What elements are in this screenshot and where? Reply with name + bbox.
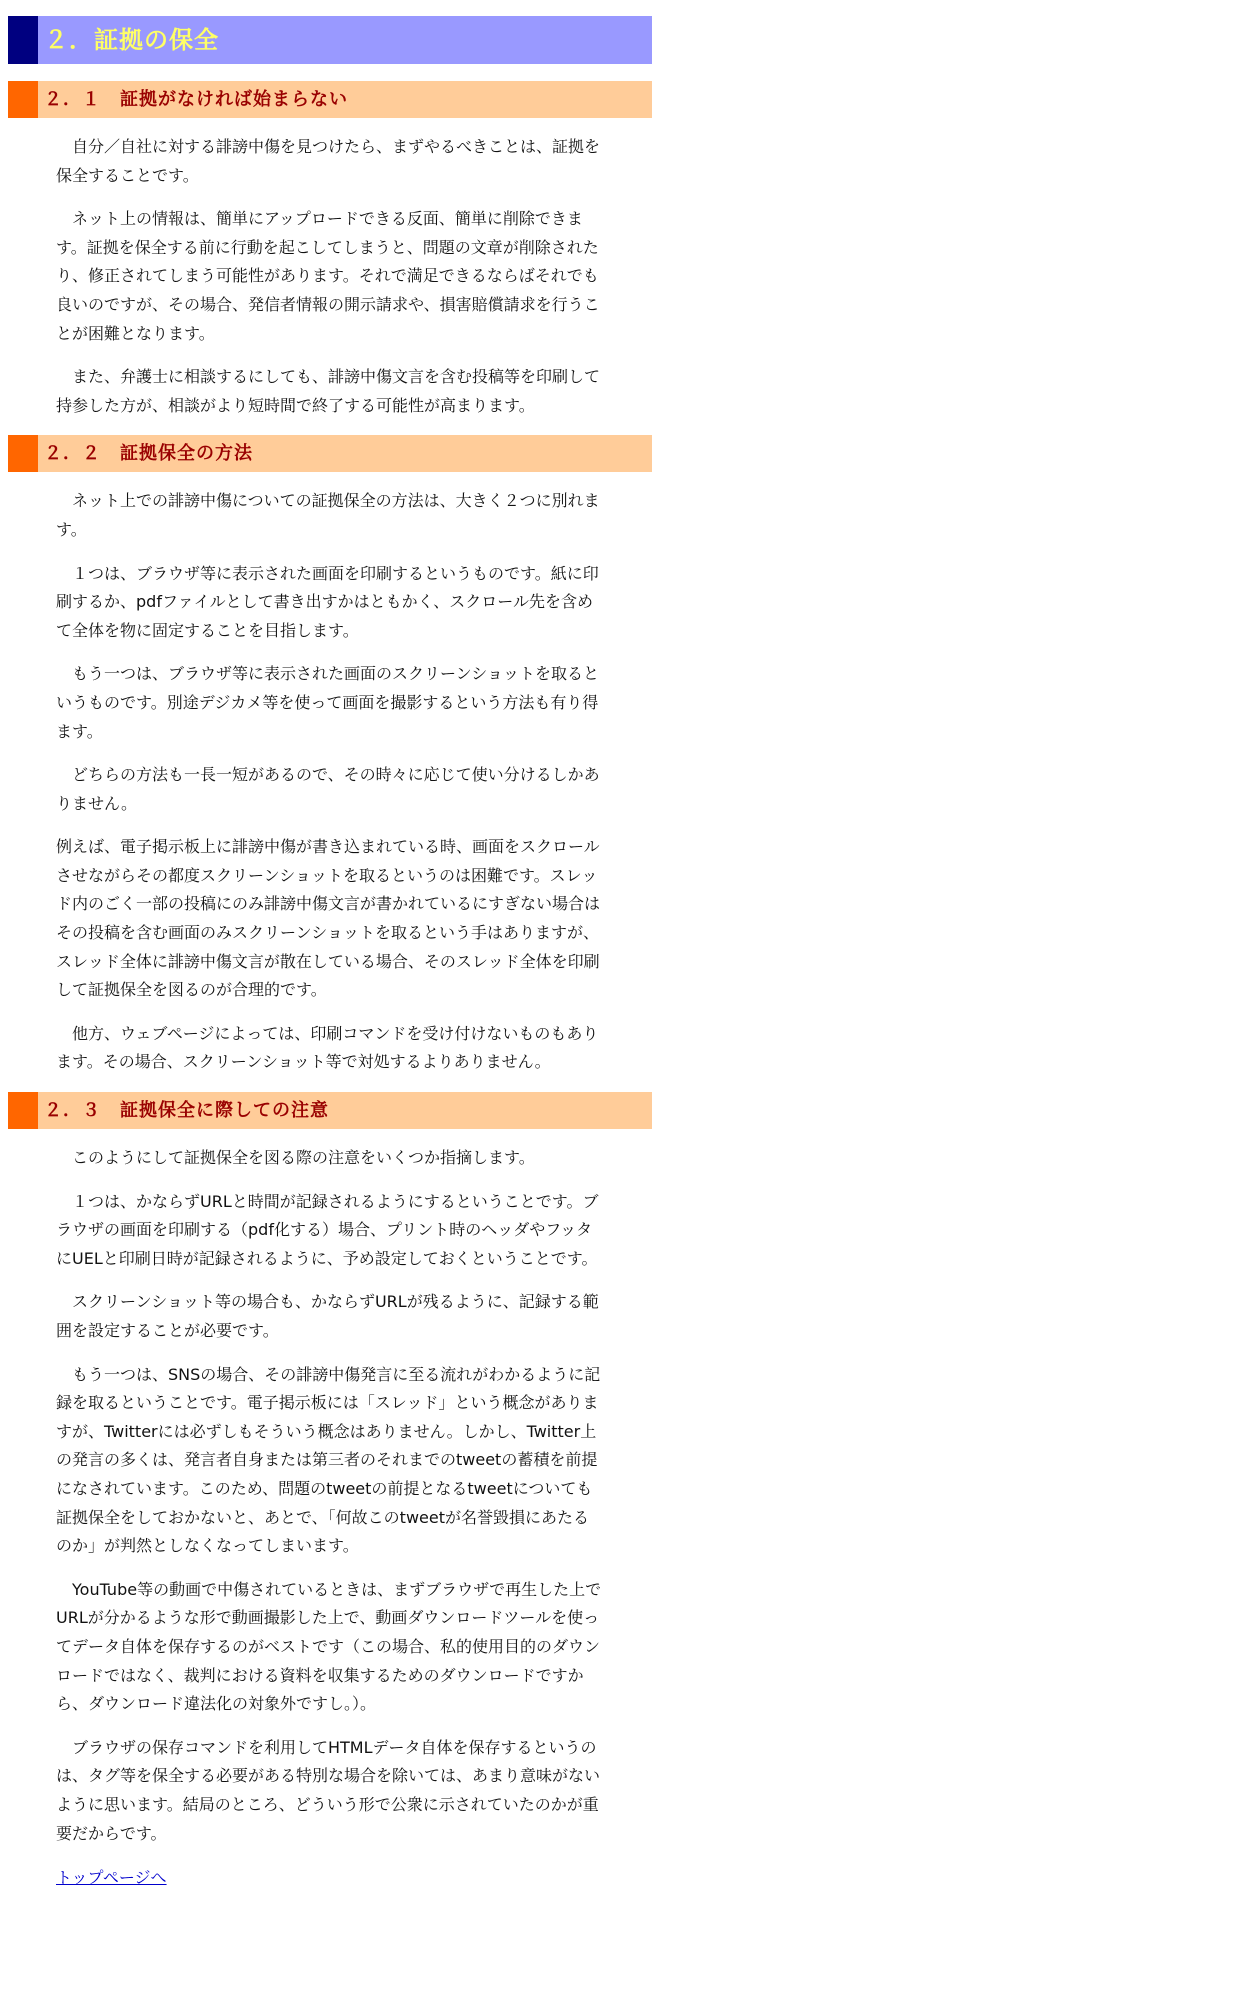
title-accent-bar xyxy=(8,16,38,64)
section-heading-2-1 xyxy=(8,81,652,118)
paragraph: ネット上での誹謗中傷についての証拠保全の方法は、大きく２つに別れます。 xyxy=(56,491,600,539)
section-body-2-3 xyxy=(56,1144,604,1888)
paragraph: １つは、ブラウザ等に表示された画面を印刷するというものです。紙に印刷するか、pdfファイルとして書き出すかはともかく、スクロール先を含めて全体を物に固定することを目指します。 xyxy=(56,563,599,640)
page-title: ２．証拠の保全 xyxy=(38,16,652,64)
paragraph: １つは、かならずURLと時間が記録されるようにするということです。ブラウザの画面を印刷する（pdf化する）場合、プリント時のヘッダやフッタにUELと印刷日時が記録されるように、予め設定しておくということです。 xyxy=(56,1191,599,1268)
section-title: ２．２ 証拠保全の方法 xyxy=(38,435,652,472)
paragraph: もう一つは、SNSの場合、その誹謗中傷発言に至る流れがわかるように記録を取るということです。電子掲示板には「スレッド」という概念がありますが、Twitterには必ずしもそういう概念はありません。しかし、Twitter上の発言の多くは、発言者自身または第三者のそれまでのtweetの蓄積を前提になされています。このため、問題のtweetの前提となるtweetについても証拠保全をしておかないと、あとで、「何故このtweetが名誉毀損にあたるのか」が判然としなくなってしまいます。 xyxy=(56,1364,601,1556)
section-accent-bar xyxy=(8,435,38,472)
paragraph: どちらの方法も一長一短があるので、その時々に応じて使い分けるしかありません。 xyxy=(56,765,600,813)
paragraph: YouTube等の動画で中傷されているときは、まずブラウザで再生した上でURLが分かるような形で動画撮影した上で、動画ダウンロードツールを使ってデータ自体を保存するのがベストです（この場合、私的使用目的のダウンロードではなく、裁判における資料を収集するためのダウンロードですから、ダウンロード違法化の対象外ですし。）。 xyxy=(56,1579,602,1714)
paragraph: ネット上の情報は、簡単にアップロードできる反面、簡単に削除できます。証拠を保全する前に行動を起こしてしまうと、問題の文章が削除されたり、修正されてしまう可能性があります。それで満足できるならばそれでも良いのですが、その場合、発信者情報の開示請求や、損害賠償請求を行うことが困難となります。 xyxy=(56,209,600,343)
page-title-banner xyxy=(8,16,652,64)
paragraph: 例えば、電子掲示板上に誹謗中傷が書き込まれている時、画面をスクロールさせながらその都度スクリーンショットを取るというのは困難です。スレッド内のごく一部の投稿にのみ誹謗中傷文言が書かれているにすぎない場合はその投稿を含む画面のみスクリーンショットを取るという手はありますが、スレッド全体に誹謗中傷文言が散在している場合、そのスレッド全体を印刷して証拠保全を図るのが合理的です。 xyxy=(56,837,601,1000)
paragraph: このようにして証拠保全を図る際の注意をいくつか指摘します。 xyxy=(72,1148,535,1168)
paragraph: スクリーンショット等の場合も、かならずURLが残るように、記録する範囲を設定することが必要です。 xyxy=(56,1292,599,1340)
section-heading-2-3 xyxy=(8,1092,652,1129)
section-accent-bar xyxy=(8,81,38,118)
section-title: ２．３ 証拠保全に際しての注意 xyxy=(38,1092,652,1129)
section-title: ２．１ 証拠がなければ始まらない xyxy=(38,81,652,118)
section-body-2-2 xyxy=(56,487,604,1077)
paragraph: ブラウザの保存コマンドを利用してHTMLデータ自体を保存するというのは、タグ等を保全する必要がある特別な場合を除いては、あまり意味がないように思います。結局のところ、どういう形で公衆に示されていたのかが重要だからです。 xyxy=(56,1737,601,1843)
paragraph: 他方、ウェブページによっては、印刷コマンドを受け付けないものもあります。その場合、スクリーンショット等で対処するよりありません。 xyxy=(56,1023,599,1072)
paragraph: また、弁護士に相談するにしても、誹謗中傷文言を含む投稿等を印刷して持参した方が、相談がより短時間で終了する可能性が高まります。 xyxy=(56,367,601,415)
page-content xyxy=(8,16,652,1888)
section-body-2-1 xyxy=(56,133,604,420)
paragraph: 自分／自社に対する誹謗中傷を見つけたら、まずやるべきことは、証拠を保全することです。 xyxy=(56,137,601,185)
section-accent-bar xyxy=(8,1092,38,1129)
top-page-link[interactable]: トップページへ xyxy=(56,1868,167,1888)
paragraph: もう一つは、ブラウザ等に表示された画面のスクリーンショットを取るというものです。別途デジカメ等を使って画面を撮影するという方法も有り得ます。 xyxy=(56,664,599,741)
section-heading-2-2 xyxy=(8,435,652,472)
